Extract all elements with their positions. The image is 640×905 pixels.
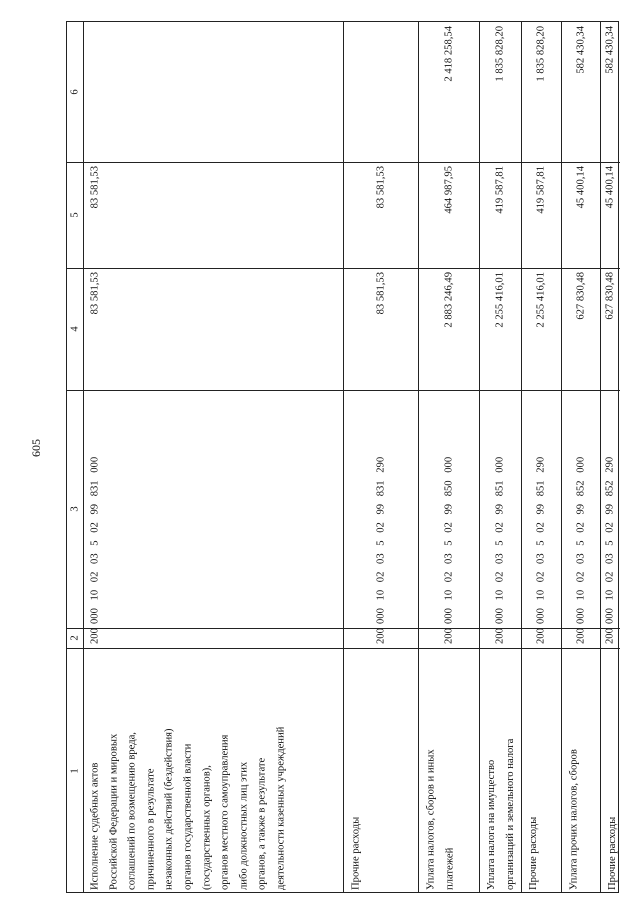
budget-table bbox=[66, 21, 619, 893]
row-col4-value: 627 830,48 bbox=[604, 272, 616, 320]
row-col4-value: 83 581,53 bbox=[89, 272, 101, 315]
row-name-line: Уплата прочих налогов, сборов bbox=[568, 749, 579, 890]
column-number-3: 3 bbox=[69, 506, 81, 512]
row-col4-value: 2 255 416,01 bbox=[494, 272, 506, 328]
row-admin-code-cell bbox=[523, 628, 559, 648]
row-name-cell bbox=[481, 648, 519, 894]
row-divider bbox=[418, 22, 419, 892]
row-col5-value-cell bbox=[563, 162, 598, 268]
row-col5-value: 83 581,53 bbox=[375, 166, 386, 209]
row-name bbox=[347, 652, 414, 890]
row-name-line: Уплата налогов, сборов и иных bbox=[425, 749, 436, 890]
row-col4-value-cell bbox=[420, 268, 477, 390]
row-col5-value: 464 987,95 bbox=[443, 166, 454, 214]
row-admin-code: 200 bbox=[494, 628, 506, 644]
row-col4-value: 83 581,53 bbox=[375, 272, 386, 315]
row-name-line: соглашений по возмещению вреда, bbox=[127, 732, 139, 890]
row-col6-value: 1 835 828,20 bbox=[535, 26, 547, 82]
row-divider bbox=[479, 22, 480, 892]
row-col5-value-cell bbox=[481, 162, 519, 268]
row-budget-code-cell bbox=[85, 390, 105, 628]
row-name-line: органов местного самоуправления bbox=[220, 734, 232, 890]
row-col6-value-cell bbox=[481, 22, 519, 162]
row-col6-value: 2 418 258,54 bbox=[443, 26, 454, 82]
row-admin-code-cell bbox=[345, 628, 416, 648]
row-col5-value-cell bbox=[602, 162, 618, 268]
column-number-3-cell bbox=[67, 390, 83, 628]
row-admin-code: 200 bbox=[535, 628, 547, 644]
row-admin-code: 200 bbox=[575, 628, 586, 644]
row-col4-value-cell bbox=[602, 268, 618, 390]
page-number: 605 bbox=[29, 439, 43, 457]
column-number-4: 4 bbox=[69, 326, 81, 332]
row-col6-value-cell bbox=[602, 22, 618, 162]
column-number-6-cell bbox=[67, 22, 83, 162]
row-name-line: платежей bbox=[443, 847, 455, 890]
row-admin-code-cell bbox=[481, 628, 519, 648]
column-number-6: 6 bbox=[69, 89, 81, 95]
row-col4-value-cell bbox=[345, 268, 416, 390]
row-name-line: органов, а также в результате bbox=[257, 757, 269, 890]
row-budget-code: 000 10 02 03 5 02 99 851 290 bbox=[535, 456, 547, 624]
column-number-1-cell bbox=[67, 648, 83, 894]
row-name-cell bbox=[345, 648, 416, 894]
row-col4-value-cell bbox=[481, 268, 519, 390]
row-budget-code: 000 10 02 03 5 02 99 850 000 bbox=[443, 456, 454, 624]
row-divider bbox=[561, 22, 562, 892]
column-number-2: 2 bbox=[69, 635, 81, 641]
row-budget-code-cell bbox=[563, 390, 598, 628]
row-name-line: Российской Федерации и мировых bbox=[108, 733, 120, 890]
row-name-line: органов государственной власти bbox=[182, 743, 194, 890]
row-name bbox=[87, 652, 298, 890]
row-name-line: незаконных действий (бездействия) bbox=[164, 728, 176, 890]
column-number-5-cell bbox=[67, 162, 83, 268]
row-col5-value: 83 581,53 bbox=[89, 166, 101, 209]
row-col4-value-cell bbox=[523, 268, 559, 390]
row-name-line: (государственных органов), bbox=[201, 765, 213, 890]
row-budget-code-cell bbox=[481, 390, 519, 628]
row-name-line: Прочие расходы bbox=[528, 816, 539, 890]
row-name-line: Исполнение судебных актов bbox=[90, 762, 101, 890]
row-col5-value: 419 587,81 bbox=[535, 166, 547, 214]
row-budget-code: 000 10 02 03 5 02 99 851 000 bbox=[494, 456, 506, 624]
row-name-line: причиненного в результате bbox=[145, 768, 157, 890]
row-budget-code-cell bbox=[602, 390, 618, 628]
row-name bbox=[525, 652, 557, 890]
row-name-line: Прочие расходы bbox=[350, 816, 361, 890]
row-name-line: либо должностных лиц этих bbox=[238, 761, 250, 890]
row-col6-value: 582 430,34 bbox=[604, 26, 616, 74]
row-col4-value: 627 830,48 bbox=[575, 272, 586, 320]
row-divider bbox=[521, 22, 522, 892]
row-col6-value-cell bbox=[85, 22, 105, 162]
row-name-line: Прочие расходы bbox=[607, 816, 618, 890]
row-col6-value-cell bbox=[345, 22, 416, 162]
row-col5-value-cell bbox=[345, 162, 416, 268]
row-col4-value: 2 255 416,01 bbox=[535, 272, 547, 328]
row-name bbox=[483, 652, 517, 890]
column-number-1: 1 bbox=[69, 768, 81, 774]
row-col6-value: 1 835 828,20 bbox=[494, 26, 506, 82]
row-name-cell bbox=[602, 648, 618, 894]
column-number-5: 5 bbox=[69, 212, 81, 218]
row-name-line: Уплата налога на имущество bbox=[486, 759, 497, 890]
row-col6-value-cell bbox=[420, 22, 477, 162]
row-name-line: организаций и земельного налога bbox=[504, 738, 516, 890]
row-divider bbox=[343, 22, 344, 892]
row-budget-code: 000 10 02 03 5 02 99 852 290 bbox=[604, 456, 616, 624]
row-col4-value-cell bbox=[85, 268, 105, 390]
row-admin-code: 200 bbox=[375, 628, 386, 644]
row-budget-code: 000 10 02 03 5 02 99 831 290 bbox=[375, 456, 386, 624]
row-budget-code: 000 10 02 03 5 02 99 852 000 bbox=[575, 456, 586, 624]
row-name-cell bbox=[85, 648, 300, 894]
row-budget-code-cell bbox=[523, 390, 559, 628]
row-col4-value-cell bbox=[563, 268, 598, 390]
row-budget-code: 000 10 02 03 5 02 99 831 000 bbox=[89, 456, 101, 624]
row-col5-value: 45 400,14 bbox=[575, 166, 586, 209]
row-col5-value-cell bbox=[523, 162, 559, 268]
row-admin-code-cell bbox=[85, 628, 105, 648]
row-name-cell bbox=[523, 648, 559, 894]
row-col5-value-cell bbox=[420, 162, 477, 268]
row-name-cell bbox=[563, 648, 598, 894]
row-col4-value: 2 883 246,49 bbox=[443, 272, 454, 328]
row-name bbox=[565, 652, 596, 890]
row-name-line: деятельности казенных учреждений bbox=[275, 726, 287, 890]
row-col5-value: 419 587,81 bbox=[494, 166, 506, 214]
row-budget-code-cell bbox=[420, 390, 477, 628]
row-admin-code: 200 bbox=[89, 628, 101, 644]
row-budget-code-cell bbox=[345, 390, 416, 628]
row-admin-code: 200 bbox=[443, 628, 454, 644]
row-col5-value: 45 400,14 bbox=[604, 166, 616, 209]
row-name-cell bbox=[420, 648, 477, 894]
row-col6-value: 582 430,34 bbox=[575, 26, 586, 74]
row-admin-code-cell bbox=[563, 628, 598, 648]
row-col6-value-cell bbox=[563, 22, 598, 162]
row-admin-code-cell bbox=[420, 628, 477, 648]
row-col5-value-cell bbox=[85, 162, 105, 268]
column-number-2-cell bbox=[67, 628, 83, 648]
row-name bbox=[604, 652, 616, 890]
row-name bbox=[422, 652, 475, 890]
row-col6-value-cell bbox=[523, 22, 559, 162]
row-admin-code: 200 bbox=[604, 628, 616, 644]
row-divider bbox=[600, 22, 601, 892]
row-admin-code-cell bbox=[602, 628, 618, 648]
header-divider bbox=[83, 22, 84, 892]
column-number-4-cell bbox=[67, 268, 83, 390]
